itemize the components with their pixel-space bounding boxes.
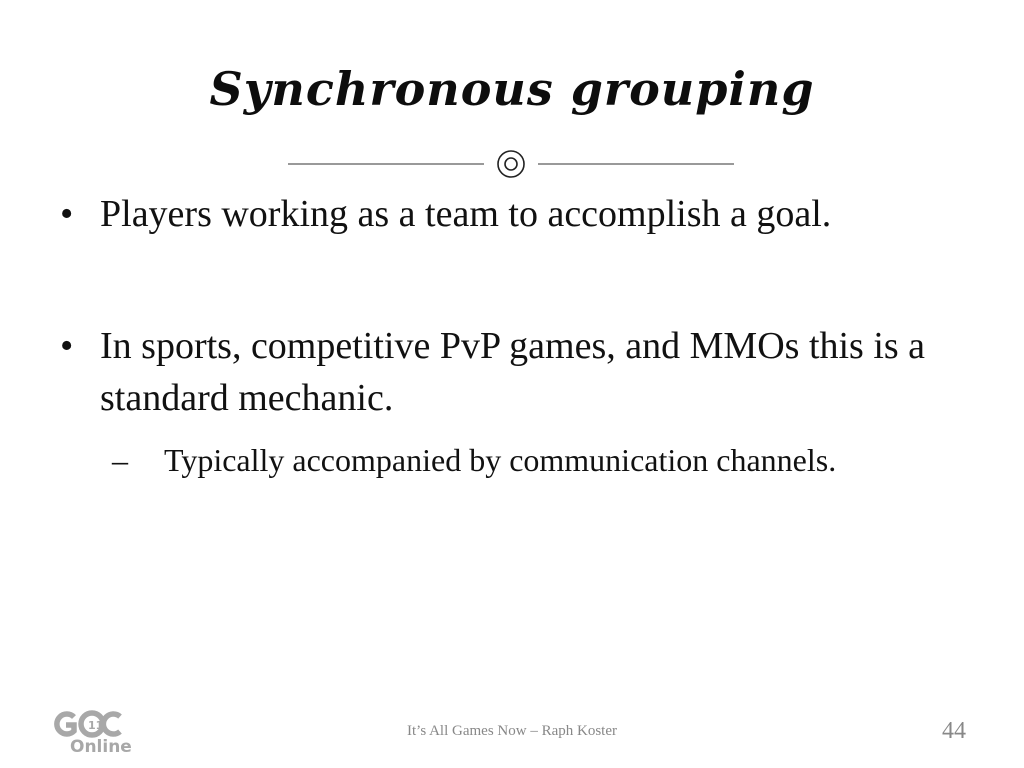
page-number: 44 (942, 718, 966, 744)
bullet-text: Players working as a team to accomplish a goal. (100, 193, 832, 235)
slide-title: Synchronous grouping (209, 62, 815, 116)
bullet-marker: • (60, 193, 74, 235)
double-circle-ornament-icon (498, 151, 524, 177)
bullet-item (60, 320, 960, 424)
svg-text:Online: Online (70, 737, 132, 756)
sub-bullet-marker: – (112, 442, 128, 478)
title-divider (288, 148, 734, 182)
gdc-logo-text: GDC Online (50, 708, 57, 709)
footer-text: It’s All Games Now – Raph Koster (407, 723, 617, 739)
sub-bullet-text: Typically accompanied by communication channels. (164, 442, 837, 478)
bullet-marker: • (60, 325, 74, 367)
svg-text:11: 11 (88, 719, 104, 732)
bullet-text: In sports, competitive PvP games, and MMOs this is a standard mechanic. (100, 325, 926, 419)
bullet-item (60, 188, 960, 240)
sub-bullet-item (112, 440, 992, 480)
